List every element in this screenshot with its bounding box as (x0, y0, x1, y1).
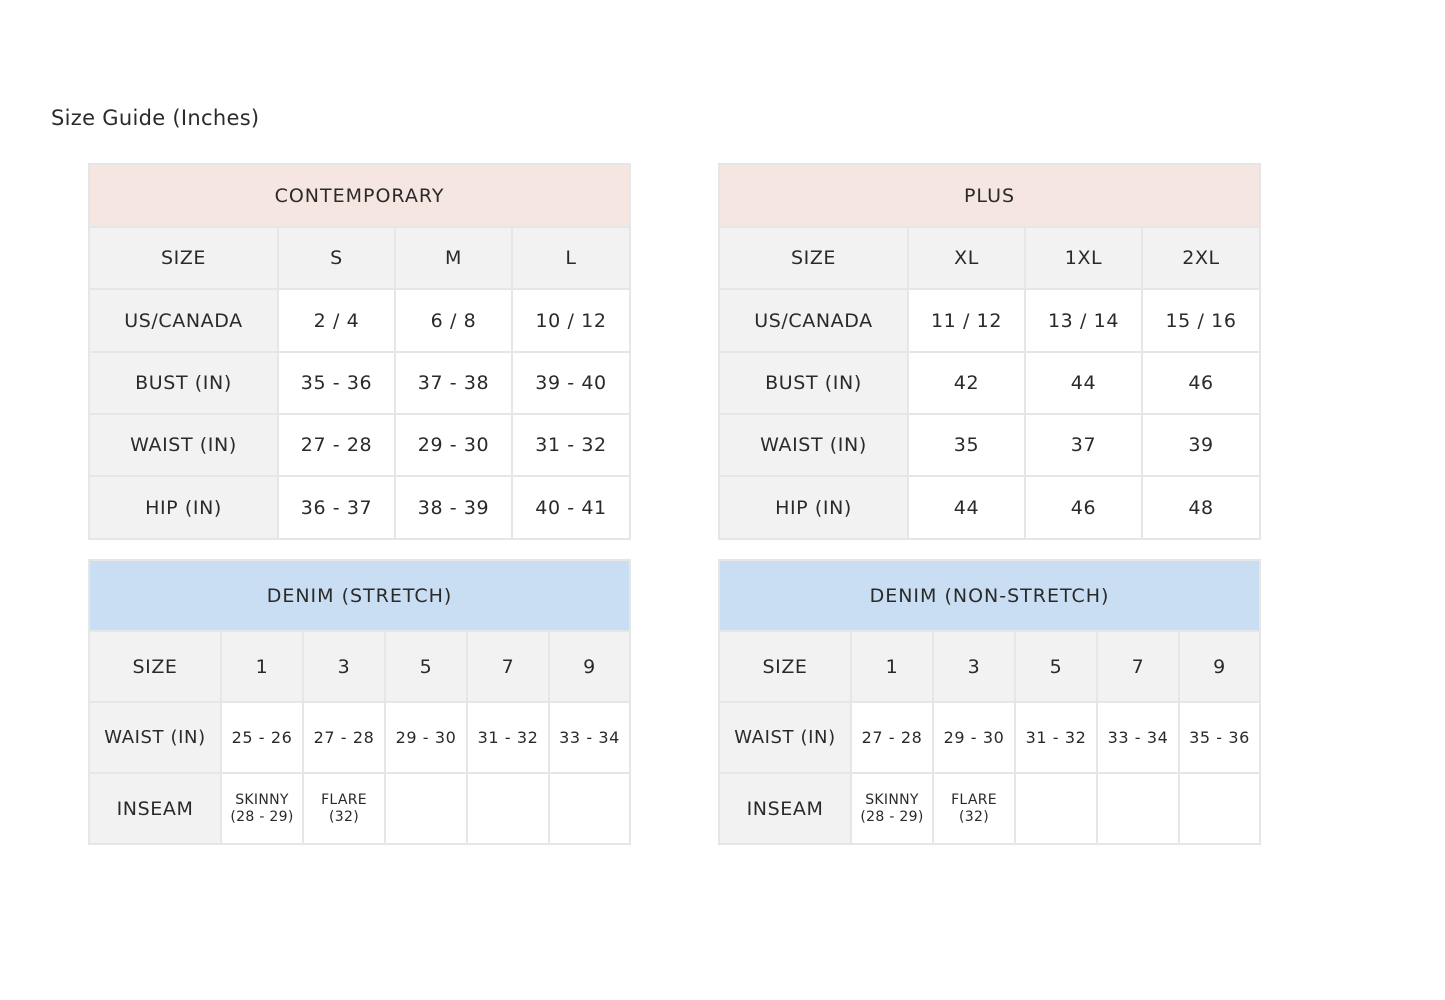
table-cell: 37 - 38 (395, 352, 512, 414)
table-row (719, 476, 1260, 539)
table-row (89, 289, 630, 352)
table-cell: 46 (1025, 476, 1142, 539)
table-row (719, 773, 1260, 844)
table-heading: PLUS (719, 164, 1260, 227)
table-cell: 48 (1142, 476, 1260, 539)
row-label: SIZE (89, 631, 221, 702)
empty-cell (1015, 773, 1097, 844)
table-cell: 29 - 30 (933, 702, 1015, 773)
table-cell: 2 / 4 (278, 289, 395, 352)
table-cell: 13 / 14 (1025, 289, 1142, 352)
table-cell: 37 (1025, 414, 1142, 476)
row-label: US/CANADA (719, 289, 908, 352)
column-header: 2XL (1142, 227, 1260, 289)
table-row (89, 414, 630, 476)
table-cell: 31 - 32 (467, 702, 549, 773)
table-cell: 29 - 30 (385, 702, 467, 773)
table-cell (221, 773, 303, 844)
table-row (719, 414, 1260, 476)
table-cell: 35 - 36 (278, 352, 395, 414)
column-header: 3 (933, 631, 1015, 702)
inseam-style-label: SKINNY (235, 791, 289, 808)
column-header: 9 (549, 631, 630, 702)
row-label: WAIST (IN) (89, 414, 278, 476)
inseam-range: (28 - 29) (230, 808, 294, 825)
table-cell: 27 - 28 (851, 702, 933, 773)
table-cell (933, 773, 1015, 844)
row-label: HIP (IN) (719, 476, 908, 539)
table-cell: 39 - 40 (512, 352, 630, 414)
contemporary-size-table (88, 163, 631, 540)
table-row (719, 352, 1260, 414)
table-cell: 44 (908, 476, 1025, 539)
table-cell (303, 773, 385, 844)
column-header: XL (908, 227, 1025, 289)
column-header: S (278, 227, 395, 289)
table-cell: 38 - 39 (395, 476, 512, 539)
table-cell: 10 / 12 (512, 289, 630, 352)
column-header: 3 (303, 631, 385, 702)
table-cell: 35 - 36 (1179, 702, 1260, 773)
row-label: INSEAM (719, 773, 851, 844)
size-header-row (89, 227, 630, 289)
empty-cell (1097, 773, 1179, 844)
column-header: 7 (1097, 631, 1179, 702)
table-cell: 33 - 34 (1097, 702, 1179, 773)
inseam-style-label: FLARE (951, 791, 997, 808)
row-label: BUST (IN) (89, 352, 278, 414)
table-row (89, 476, 630, 539)
table-heading: CONTEMPORARY (89, 164, 630, 227)
column-header: 5 (1015, 631, 1097, 702)
column-header: 9 (1179, 631, 1260, 702)
inseam-style-label: SKINNY (865, 791, 919, 808)
plus-size-table (718, 163, 1261, 540)
table-row (719, 702, 1260, 773)
table-row (719, 289, 1260, 352)
row-label: SIZE (89, 227, 278, 289)
table-cell: 46 (1142, 352, 1260, 414)
row-label: HIP (IN) (89, 476, 278, 539)
table-cell: 31 - 32 (1015, 702, 1097, 773)
size-header-row (719, 227, 1260, 289)
table-cell (851, 773, 933, 844)
inseam-range: (32) (329, 808, 359, 825)
row-label: SIZE (719, 631, 851, 702)
table-heading: DENIM (NON-STRETCH) (719, 560, 1260, 631)
column-header: 1 (851, 631, 933, 702)
empty-cell (385, 773, 467, 844)
denim-nonstretch-table (718, 559, 1261, 845)
column-header: 7 (467, 631, 549, 702)
inseam-range: (32) (959, 808, 989, 825)
column-header: 1 (221, 631, 303, 702)
denim-stretch-table (88, 559, 631, 845)
table-cell: 27 - 28 (278, 414, 395, 476)
column-header: 1XL (1025, 227, 1142, 289)
table-cell: 31 - 32 (512, 414, 630, 476)
table-row (89, 702, 630, 773)
row-label: BUST (IN) (719, 352, 908, 414)
table-cell: 36 - 37 (278, 476, 395, 539)
inseam-range: (28 - 29) (860, 808, 924, 825)
table-cell: 35 (908, 414, 1025, 476)
inseam-style-label: FLARE (321, 791, 367, 808)
row-label: WAIST (IN) (719, 414, 908, 476)
empty-cell (467, 773, 549, 844)
row-label: WAIST (IN) (89, 702, 221, 773)
table-cell: 29 - 30 (395, 414, 512, 476)
row-label: INSEAM (89, 773, 221, 844)
empty-cell (1179, 773, 1260, 844)
size-header-row (719, 631, 1260, 702)
table-row (89, 773, 630, 844)
row-label: SIZE (719, 227, 908, 289)
column-header: M (395, 227, 512, 289)
table-cell: 39 (1142, 414, 1260, 476)
table-cell: 15 / 16 (1142, 289, 1260, 352)
table-heading: DENIM (STRETCH) (89, 560, 630, 631)
page-title: Size Guide (Inches) (51, 106, 260, 130)
column-header: L (512, 227, 630, 289)
table-cell: 25 - 26 (221, 702, 303, 773)
table-row (89, 352, 630, 414)
column-header: 5 (385, 631, 467, 702)
size-header-row (89, 631, 630, 702)
table-cell: 11 / 12 (908, 289, 1025, 352)
table-cell: 6 / 8 (395, 289, 512, 352)
table-cell: 40 - 41 (512, 476, 630, 539)
table-cell: 33 - 34 (549, 702, 630, 773)
row-label: US/CANADA (89, 289, 278, 352)
table-cell: 42 (908, 352, 1025, 414)
table-cell: 44 (1025, 352, 1142, 414)
empty-cell (549, 773, 630, 844)
row-label: WAIST (IN) (719, 702, 851, 773)
table-cell: 27 - 28 (303, 702, 385, 773)
